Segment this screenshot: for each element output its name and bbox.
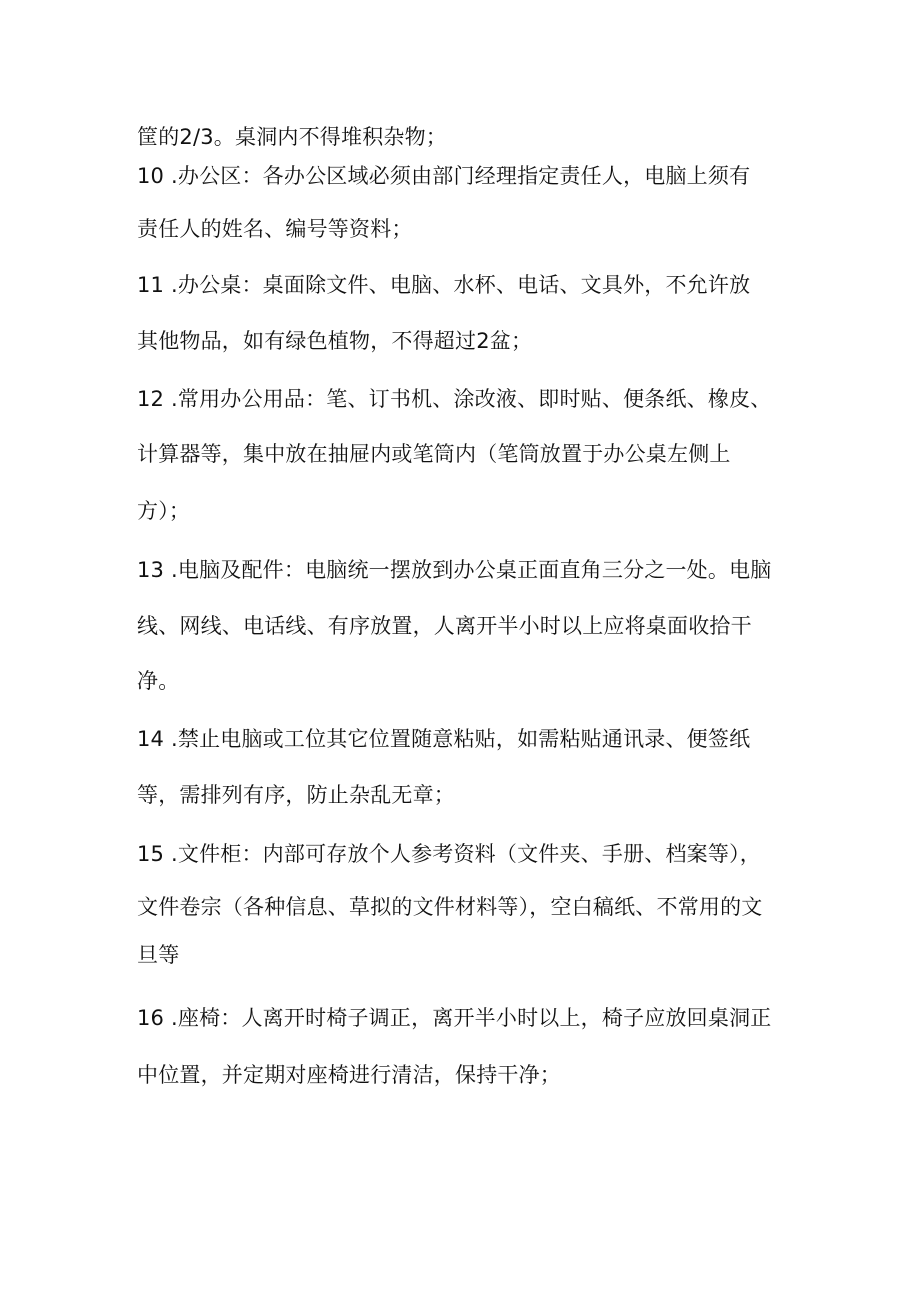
- text-line: 文件卷宗（各种信息、草拟的文件材料等），空白稿纸、不常用的文: [137, 895, 763, 919]
- item-12-line: 12 .常用办公用品：笔、订书机、涂改液、即时贴、便条纸、橡皮、: [137, 387, 772, 411]
- item-16-line: 16 .座椅：人离开时椅子调正，离开半小时以上，椅子应放回桌洞正: [137, 1006, 772, 1030]
- text-line: 等，需排列有序，防止杂乱无章；: [137, 783, 455, 807]
- text-line: 筐的2/3。桌洞内不得堆积杂物；: [137, 125, 447, 149]
- item-13-line: 13 .电脑及配件：电脑统一摆放到办公桌正面直角三分之一处。电脑: [137, 558, 772, 582]
- text-line: 方）；: [137, 499, 191, 523]
- text-line: 责任人的姓名、编号等资料；: [137, 217, 413, 241]
- text-line: 计算器等，集中放在抽屉内或笔筒内（笔筒放置于办公桌左侧上: [137, 442, 731, 466]
- text-line: 线、网线、电话线、有序放置，人离开半小时以上应将桌面收拾干: [137, 614, 752, 638]
- item-15-line: 15 .文件柜：内部可存放个人参考资料（文件夹、手册、档案等），: [137, 842, 761, 866]
- text-line: 其他物品，如有绿色植物，不得超过2盆；: [137, 329, 533, 353]
- item-14-line: 14 .禁止电脑或工位其它位置随意粘贴，如需粘贴通讯录、便签纸: [137, 727, 751, 751]
- item-11-line: 11 .办公桌：桌面除文件、电脑、水杯、电话、文具外，不允许放: [137, 273, 751, 297]
- text-line: 净。: [137, 669, 180, 693]
- text-line: 中位置，并定期对座椅进行清洁，保持干净；: [137, 1063, 561, 1087]
- text-line: 旦等: [137, 943, 180, 967]
- item-10-line: 10 .办公区：各办公区域必须由部门经理指定责任人，电脑上须有: [137, 164, 751, 188]
